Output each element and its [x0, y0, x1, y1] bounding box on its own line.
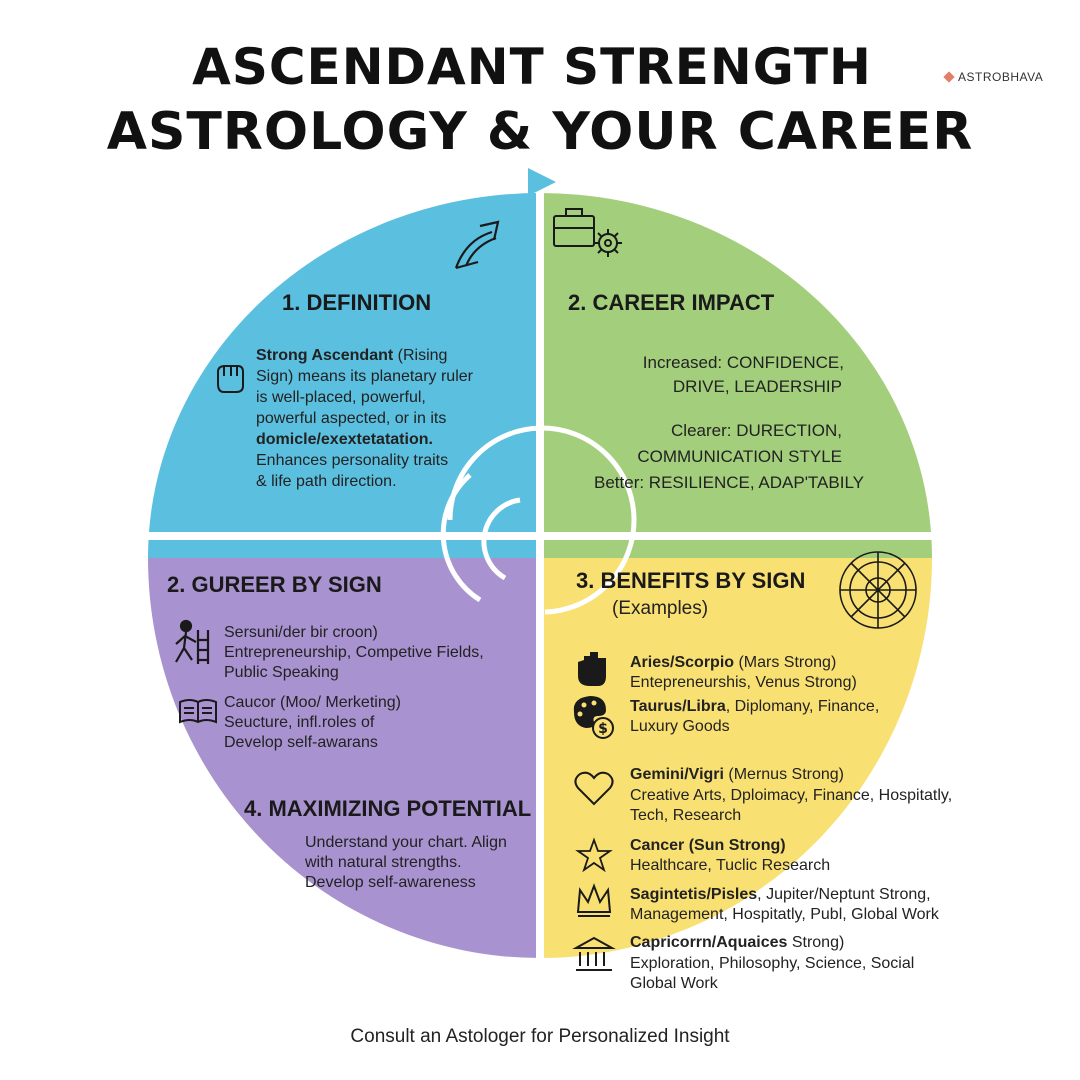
benefit-item-3-desc-2: Tech, Research	[630, 807, 742, 824]
benefit-item-5-desc: Management, Hospitatly, Publ, Global Work	[630, 906, 939, 923]
maximizing-line-3: Develop self-awareness	[305, 874, 476, 891]
career-by-sign-item-1-line-2: Entrepreneurship, Competive Fields,	[224, 644, 484, 661]
benefit-item-5-title: Sagintetis/Pisles, Jupiter/Neptunt Strong,	[630, 886, 931, 903]
quadrant-career-by-sign	[148, 558, 540, 958]
career-impact-line-4: COMMUNICATION STYLE	[637, 447, 842, 466]
definition-heading: 1. DEFINITION	[282, 290, 432, 315]
maximizing-line-2: with natural strengths.	[305, 854, 462, 871]
benefit-item-6-desc: Exploration, Philosophy, Science, Social	[630, 955, 915, 972]
career-impact-line-2: DRIVE, LEADERSHIP	[672, 377, 842, 396]
benefit-item-4-desc: Healthcare, Tuclic Research	[630, 857, 831, 874]
title-line-1: ASCENDANT STRENGTH	[192, 38, 872, 96]
maximizing-line-1: Understand your chart. Align	[305, 834, 507, 851]
zodiac-wheel-icon	[840, 552, 916, 628]
benefit-item-1-desc: Entepreneurshis, Venus Strong)	[630, 674, 857, 691]
benefit-item-3-desc: Creative Arts, Dploimacy, Finance, Hospitatly,	[630, 787, 953, 804]
career-by-sign-item-2-line-2: Seucture, infl.roles of	[224, 714, 375, 731]
benefit-item-6-desc-2: Global Work	[630, 975, 718, 992]
benefits-heading: 3. BENEFITS BY SIGN	[576, 568, 806, 593]
benefit-item-6-title: Capricorrn/Aquaices Strong)	[630, 934, 845, 951]
definition-line-6: Enhances personality traits	[256, 452, 449, 469]
footer-note: Consult an Astologer for Personalized Insight	[350, 1026, 730, 1047]
benefit-item-2-desc: Luxury Goods	[630, 718, 730, 735]
career-impact-line-5: Better: RESILIENCE, ADAP'TABILY	[594, 473, 864, 492]
definition-line-5: domicle/exextetatation.	[256, 431, 433, 448]
career-by-sign-item-1-line-1: Sersuni/der bir croon)	[224, 624, 378, 641]
svg-text:$: $	[598, 721, 608, 737]
definition-line-2: Sign) means its planetary ruler	[256, 368, 473, 385]
benefit-item-2-title: Taurus/Libra, Diplomany, Finance,	[630, 698, 880, 715]
career-impact-line-3: Clearer: DURECTION,	[671, 421, 842, 440]
career-by-sign-item-2-line-1: Caucor (Moo/ Merketing)	[224, 694, 401, 711]
brand-name: ASTROBHAVA	[958, 70, 1044, 84]
definition-line-1: Strong Ascendant (Rising	[256, 347, 448, 364]
benefits-subheading: (Examples)	[612, 598, 709, 619]
career-by-sign-item-1-line-3: Public Speaking	[224, 664, 339, 681]
definition-line-4: powerful aspected, or in its	[256, 410, 447, 427]
career-by-sign-item-2-line-3: Develop self-awarans	[224, 734, 378, 751]
title-line-2: ASTROLOGY & YOUR CAREER	[106, 102, 974, 162]
career-impact-heading: 2. CAREER IMPACT	[568, 290, 775, 315]
career-impact-line-1: Increased: CONFIDENCE,	[642, 353, 844, 372]
benefit-item-4-title: Cancer (Sun Strong)	[630, 837, 786, 854]
benefit-item-3-title: Gemini/Vigri (Mernus Strong)	[630, 766, 844, 783]
career-by-sign-heading: 2. GUREER BY SIGN	[167, 572, 382, 597]
maximizing-heading: 4. MAXIMIZING POTENTIAL	[244, 796, 532, 821]
definition-line-3: is well-placed, powerful,	[256, 389, 426, 406]
definition-line-7: & life path direction.	[256, 473, 397, 490]
benefit-item-1-title: Aries/Scorpio (Mars Strong)	[630, 654, 837, 671]
